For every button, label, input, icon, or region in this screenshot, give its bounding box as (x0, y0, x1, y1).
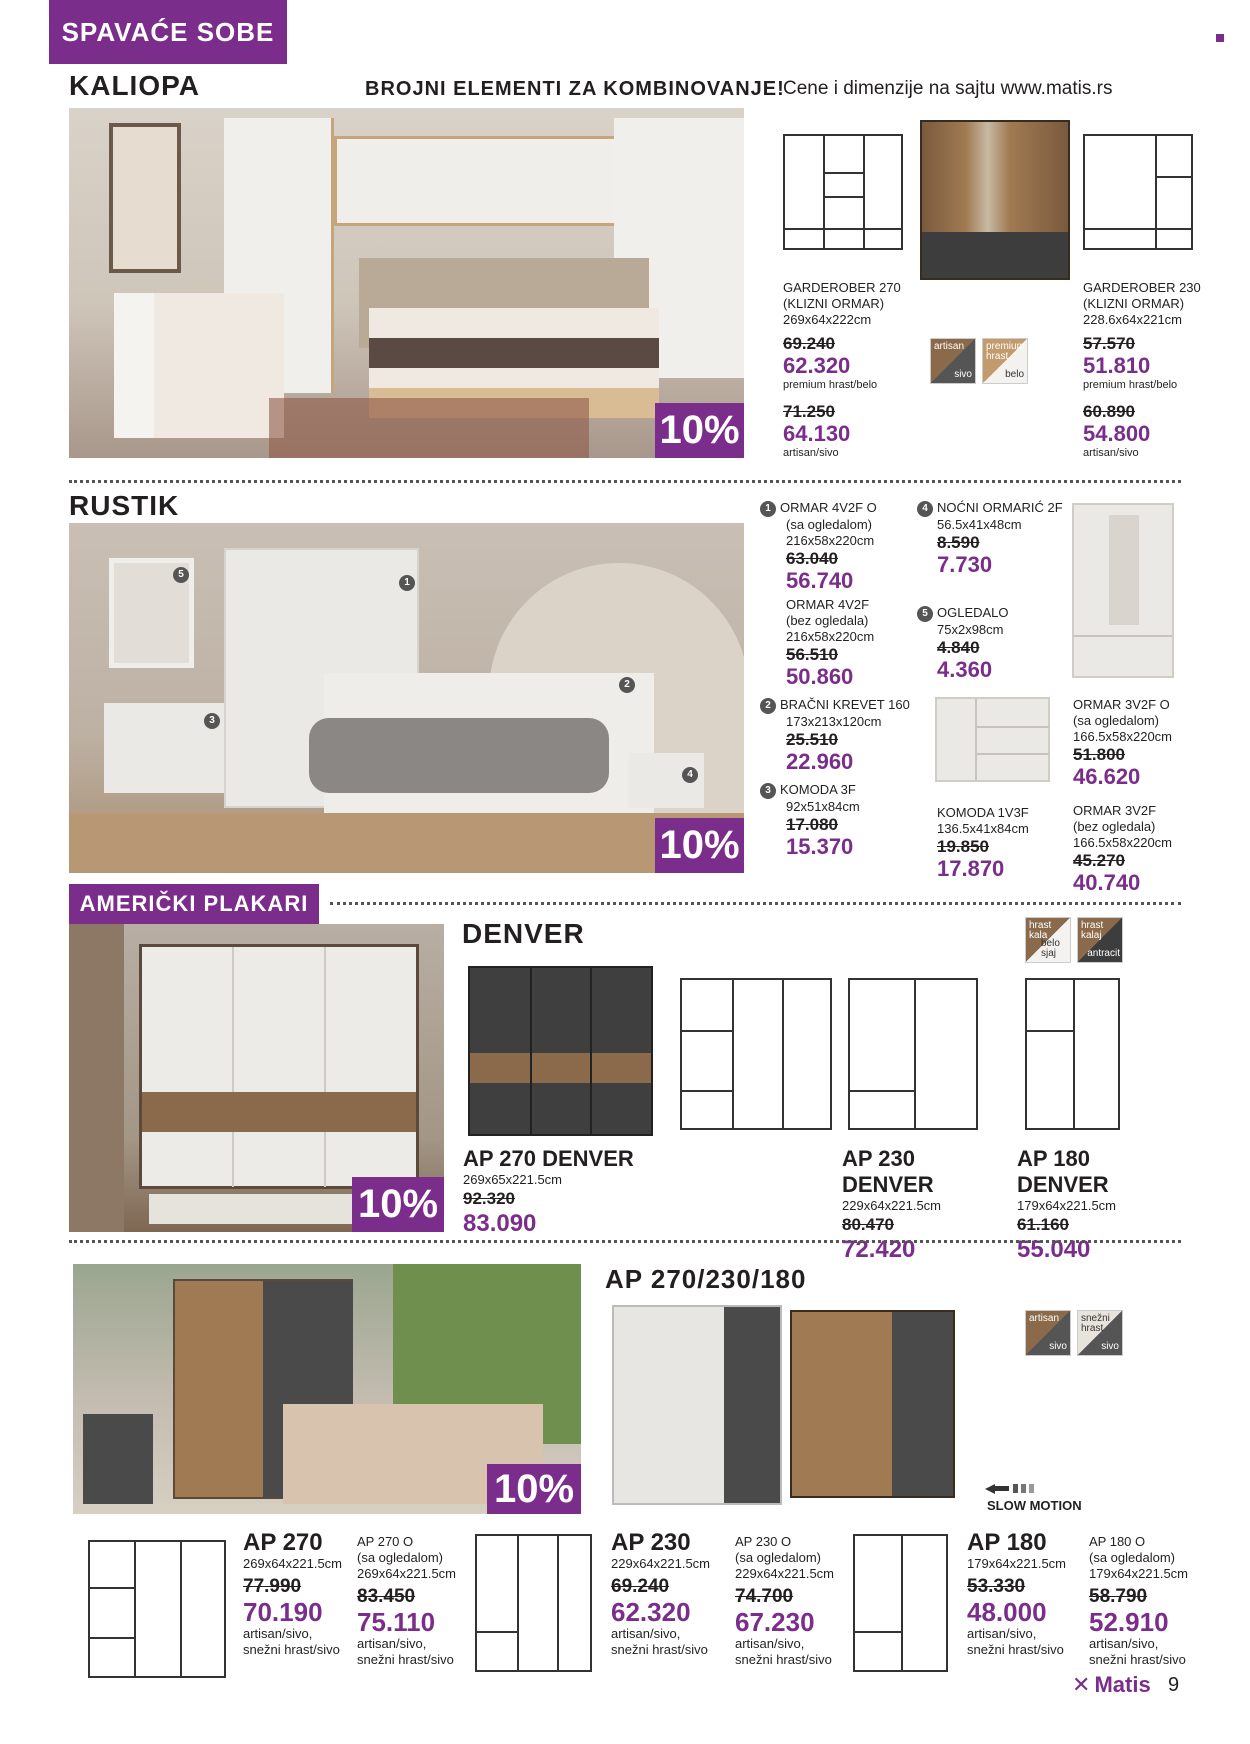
ormar-3v2f-o: ORMAR 3V2F O (sa ogledalom) 166.5x58x220cm 51.800 46.620 (1073, 697, 1173, 789)
curtain (69, 924, 124, 1232)
americki-discount-badge: 10% (352, 1177, 444, 1232)
ap-white-wardrobe-photo (612, 1305, 782, 1505)
category-tab: SPAVAĆE SOBE (49, 0, 287, 64)
matis-logo-icon: ✕ (1072, 1672, 1091, 1697)
blanket (369, 338, 659, 368)
kaliopa-discount-badge: 10% (655, 403, 744, 458)
corner-mark (1216, 34, 1224, 42)
garderober-230: GARDEROBER 230 (KLIZNI ORMAR) 228.6x64x221cm 57.570 51.810 premium hrast/belo 60.890 54.800 artisan/sivo (1083, 280, 1201, 459)
ap-270: AP 270 269x64x221.5cm 77.990 70.190 artisan/sivo, snežni hrast/sivo (243, 1529, 343, 1657)
divider-3 (69, 1240, 1181, 1243)
garderober-270-line-drawing (783, 134, 903, 250)
komoda-1v3f: KOMODA 1V3F 136.5x41x84cm 19.850 17.870 (937, 805, 1029, 881)
kaliopa-title: KALIOPA (69, 70, 200, 101)
photo-number-5: 5 (173, 565, 193, 583)
rustik-bedroom-photo (69, 523, 744, 873)
ap-180-denver-line-drawing-a (848, 978, 978, 1130)
swatch-premium-hrast-belo: premium hrast belo (982, 338, 1028, 384)
ap-180-line-drawing (853, 1534, 948, 1672)
ormar-4v2f: ORMAR 4V2F (bez ogledala) 216x58x220cm 56.510 50.860 (786, 597, 875, 689)
kaliopa-tagline: BROJNI ELEMENTI ZA KOMBINOVANJE! (365, 78, 785, 100)
rustik-title: RUSTIK (69, 490, 180, 521)
slow-motion-label: SLOW MOTION (987, 1498, 1082, 1513)
ap-230-line-drawing (475, 1534, 592, 1672)
ap-270-denver-photo (468, 966, 653, 1136)
divider-1 (69, 480, 1181, 483)
matis-logo (1072, 1672, 1151, 1698)
ap-180-o: AP 180 O (sa ogledalom) 179x64x221.5cm 58.790 52.910 artisan/sivo, snežni hrast/sivo (1089, 1534, 1189, 1667)
swatch-artisan-sivo: artisan sivo (930, 338, 976, 384)
rug (269, 398, 589, 458)
ogledalo: 5 OGLEDALO 75x2x98cm 4.840 4.360 (917, 605, 1037, 682)
ap-180: AP 180 179x64x221.5cm 53.330 48.000 artisan/sivo, snežni hrast/sivo (967, 1529, 1067, 1657)
rustik-discount-badge: 10% (655, 818, 744, 873)
garderober-photo (920, 120, 1070, 280)
wardrobe-body (139, 944, 419, 1189)
kaliopa-swatches (930, 338, 1028, 384)
floor (69, 813, 744, 873)
komoda-3f: 3 KOMODA 3F 92x51x84cm 17.080 15.370 (760, 782, 910, 859)
photo-number-1: 1 (399, 573, 419, 591)
swatch-artisan-sivo-2: artisan sivo (1025, 1310, 1071, 1356)
swatch-hrast-kalaj-antracit: hrast kalaj antracit (1077, 917, 1123, 963)
bed-blanket (309, 718, 609, 793)
denver-title: DENVER (462, 918, 585, 949)
bracni-krevet-160: 2 BRAČNI KREVET 160 173x213x120cm 25.510 22.960 (760, 697, 910, 774)
side-cabinet (83, 1414, 153, 1504)
page-number: 9 (1168, 1674, 1180, 1696)
swatch-hrast-kala-belo-sjaj: hrast kala belo sjaj (1025, 917, 1071, 963)
ap-230-denver: AP 230 DENVER 229x64x221.5cm 80.470 72.420 (842, 1146, 942, 1263)
ap-wood-wardrobe-photo (790, 1310, 955, 1498)
dresser (114, 293, 284, 438)
photo-number-4: 4 (682, 765, 702, 783)
ap-230: AP 230 229x64x221.5cm 69.240 62.320 artisan/sivo, snežni hrast/sivo (611, 1529, 711, 1657)
nocni-ormaric-2f: 4 NOĆNI ORMARIĆ 2F 56.5x41x48cm 8.590 7.730 (917, 500, 1067, 577)
rustik-col-1 (760, 500, 910, 859)
photo-number-3: 3 (204, 711, 224, 729)
swatch-snezni-hrast-sivo: snežni hrast sivo (1077, 1310, 1123, 1356)
wall-art (109, 123, 181, 273)
ap-180-denver: AP 180 DENVER 179x64x221.5cm 61.160 55.040 (1017, 1146, 1117, 1263)
divider-2 (330, 902, 1181, 905)
ap-230-denver-line-drawing (680, 978, 832, 1130)
ap-270-denver: AP 270 DENVER 269x65x221.5cm 92.320 83.090 (463, 1146, 634, 1237)
ap-270-line-drawing (88, 1540, 226, 1678)
slow-motion-icon (985, 1482, 1043, 1494)
kaliopa-bedroom-photo (69, 108, 744, 458)
ormar-4v2f-o: 1 ORMAR 4V2F O (sa ogledalom) 216x58x220cm 63.040 56.740 (760, 500, 910, 593)
ormar-3v2f-photo (1072, 503, 1174, 678)
ap-180-denver-line-drawing-b (1025, 978, 1120, 1130)
ap-discount-badge: 10% (487, 1464, 581, 1514)
ap-230-o: AP 230 O (sa ogledalom) 229x64x221.5cm 74.700 67.230 artisan/sivo, snežni hrast/sivo (735, 1534, 835, 1667)
americki-plakari-tab: AMERIČKI PLAKARI (69, 884, 319, 924)
komoda-1v3f-photo (935, 697, 1050, 782)
ap-270-o: AP 270 O (sa ogledalom) 269x64x221.5cm 83.450 75.110 artisan/sivo, snežni hrast/sivo (357, 1534, 457, 1667)
garderober-230-line-drawing (1083, 134, 1193, 250)
kaliopa-note: Cene i dimenzije na sajtu www.matis.rs (783, 78, 1113, 99)
photo-number-2: 2 (619, 675, 639, 693)
rug (149, 1194, 369, 1224)
garderober-270: GARDEROBER 270 (KLIZNI ORMAR) 269x64x222cm 69.240 62.320 premium hrast/belo 71.250 64.130 artisan/sivo (783, 280, 901, 459)
denver-swatches (1025, 917, 1123, 963)
ap-title: AP 270/230/180 (605, 1264, 807, 1294)
ormar-3v2f: ORMAR 3V2F (bez ogledala) 166.5x58x220cm 45.270 40.740 (1073, 803, 1173, 895)
ap-swatches (1025, 1310, 1123, 1356)
matis-logo-text: Matis (1094, 1672, 1151, 1697)
